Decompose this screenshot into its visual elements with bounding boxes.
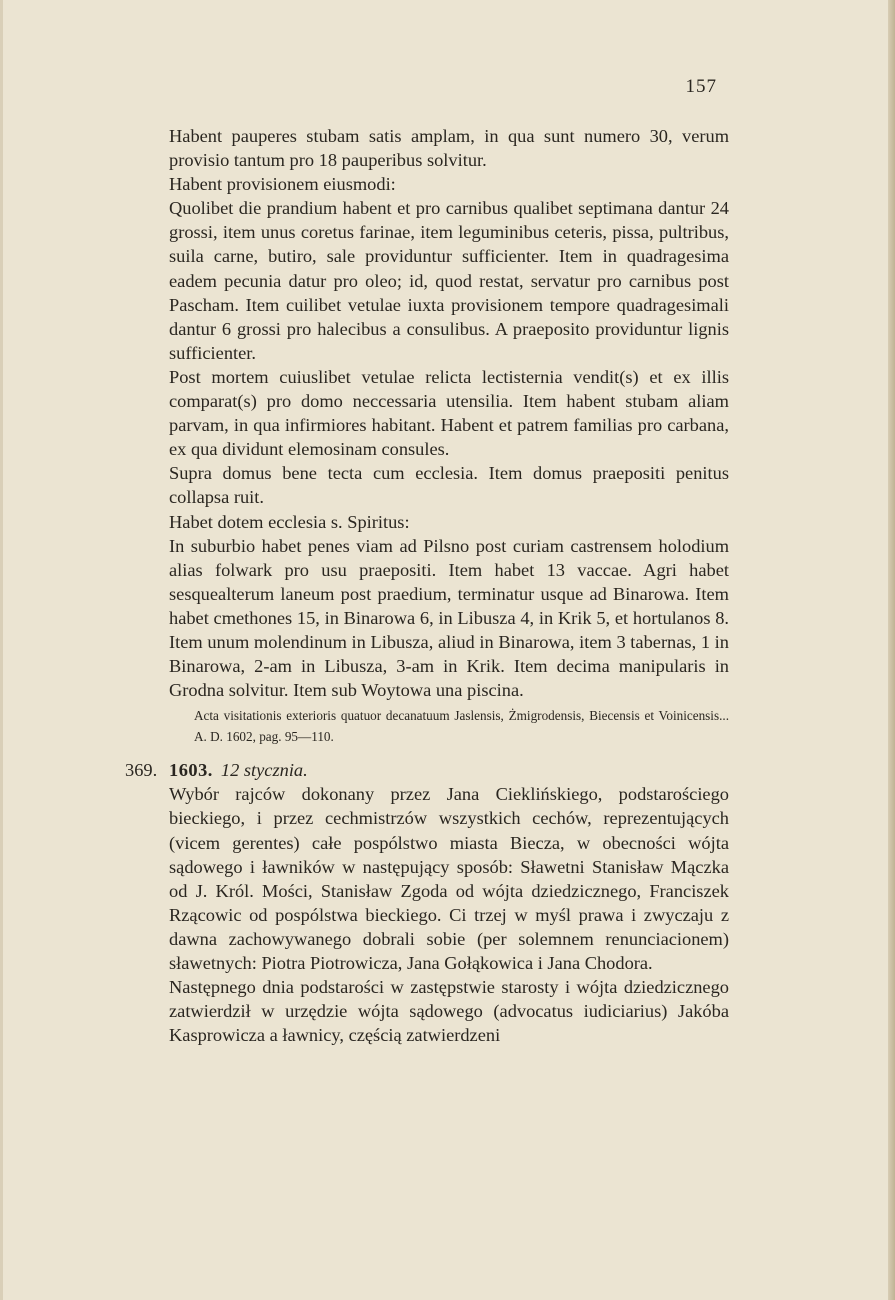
paragraph-provisio: Habent provisionem eiusmodi: (169, 174, 396, 195)
paragraph-pauperes: Habent pauperes stubam satis amplam, in qua sunt numero 30, verum provisio tantum pro 18 pauperibus solvitur. (169, 126, 729, 171)
source-citation: Acta visitationis exterioris quatuor decanatuum Jaslensis, Żmigrodensis, Biecensis et Voinicensis... A. D. 1602, pag. 95—110. (194, 708, 729, 745)
paragraph-post-mortem: Post mortem cuiuslibet vetulae relicta lectisternia vendit(s) et ex illis comparat(s) pro domo neccessaria utensilia. Item habent stubam aliam parvam, in qua infirmiores habitant. Habent et patrem familias pro carbana, ex qua dividunt elemosinam consules. (169, 366, 729, 460)
paragraph-prandium: Quolibet die prandium habent et pro carnibus qualibet septimana dantur 24 grossi, item unus coretus farinae, item leguminibus ceteris, pissa, pultribus, suila carne, butiro, sale providuntur sufficienter. Item in quadragesima eadem pecunia datur pro oleo; id, quod restat, servatur pro carnibus post Pascham. Item cuilibet vetulae iuxta provisionem tempore quadragesimali dantur 6 grossi pro halecibus a consulibus. A praeposito providuntur lignis sufficienter. (169, 198, 729, 363)
paragraph-wybor-rajcow: Wybór rajców dokonany przez Jana Cieklińskiego, podstarościego bieckiego, i przez cechmistrzów wszystkich cechów, reprezentujących (vicem gerentes) całe pospólstwo miasta Biecza, w obecności wójta sądowego i ławników w następujący sposób: Sławetni Stanisław Mączka od J. Król. Mości, Stanisław Zgoda od wójta dziedzicznego, Franciszek Rzącowic od pospólstwa bieckiego. Ci trzej w myśl prawa i zwyczaju z dawna zachowywanego dobrali sobie (per solemnem renunciacionem) sławetnych: Piotra Piotrowicza, Jana Gołąkowica i Jana Chodora. (169, 784, 729, 973)
paragraph-dotem: Habet dotem ecclesia s. Spiritus: (169, 511, 410, 532)
page-edge (888, 0, 895, 1300)
entry-year: 1603. (169, 760, 213, 781)
paragraph-nastepnego-dnia: Następnego dnia podstarości w zastępstwie starosty i wójta dziedzicznego zatwierdził w urzędzie wójta sądowego (advocatus iudiciarius) Jakóba Kasprowicza a ławnicy, częścią zatwierdzeni (169, 977, 729, 1046)
paragraph-suburbio: In suburbio habet penes viam ad Pilsno post curiam castrensem holodium alias folwark pro usu praepositi. Item habet 13 vaccae. Agri habet sesquealterum laneum post praedium, terminatur usque ad Binarowa. Item habet cmethones 15, in Binarowa 6, in Libusza 4, in Krik 5, et hortulanos 8. Item unum molendinum in Libusza, aliud in Binarowa, item 3 tabernas, 1 in Binarowa, 2-am in Libusza, 3-am in Krik. Item decima manipularis in Grodna solvitur. Item sub Woytowa una piscina. (169, 535, 729, 701)
page-number: 157 (685, 76, 717, 97)
main-text (125, 124, 729, 1047)
entry-date: 12 stycznia. (220, 760, 308, 781)
entry-heading (125, 758, 729, 782)
paragraph-domus: Supra domus bene tecta cum ecclesia. Item domus praepositi penitus collapsa ruit. (169, 463, 729, 508)
entry-number: 369. (125, 760, 158, 781)
